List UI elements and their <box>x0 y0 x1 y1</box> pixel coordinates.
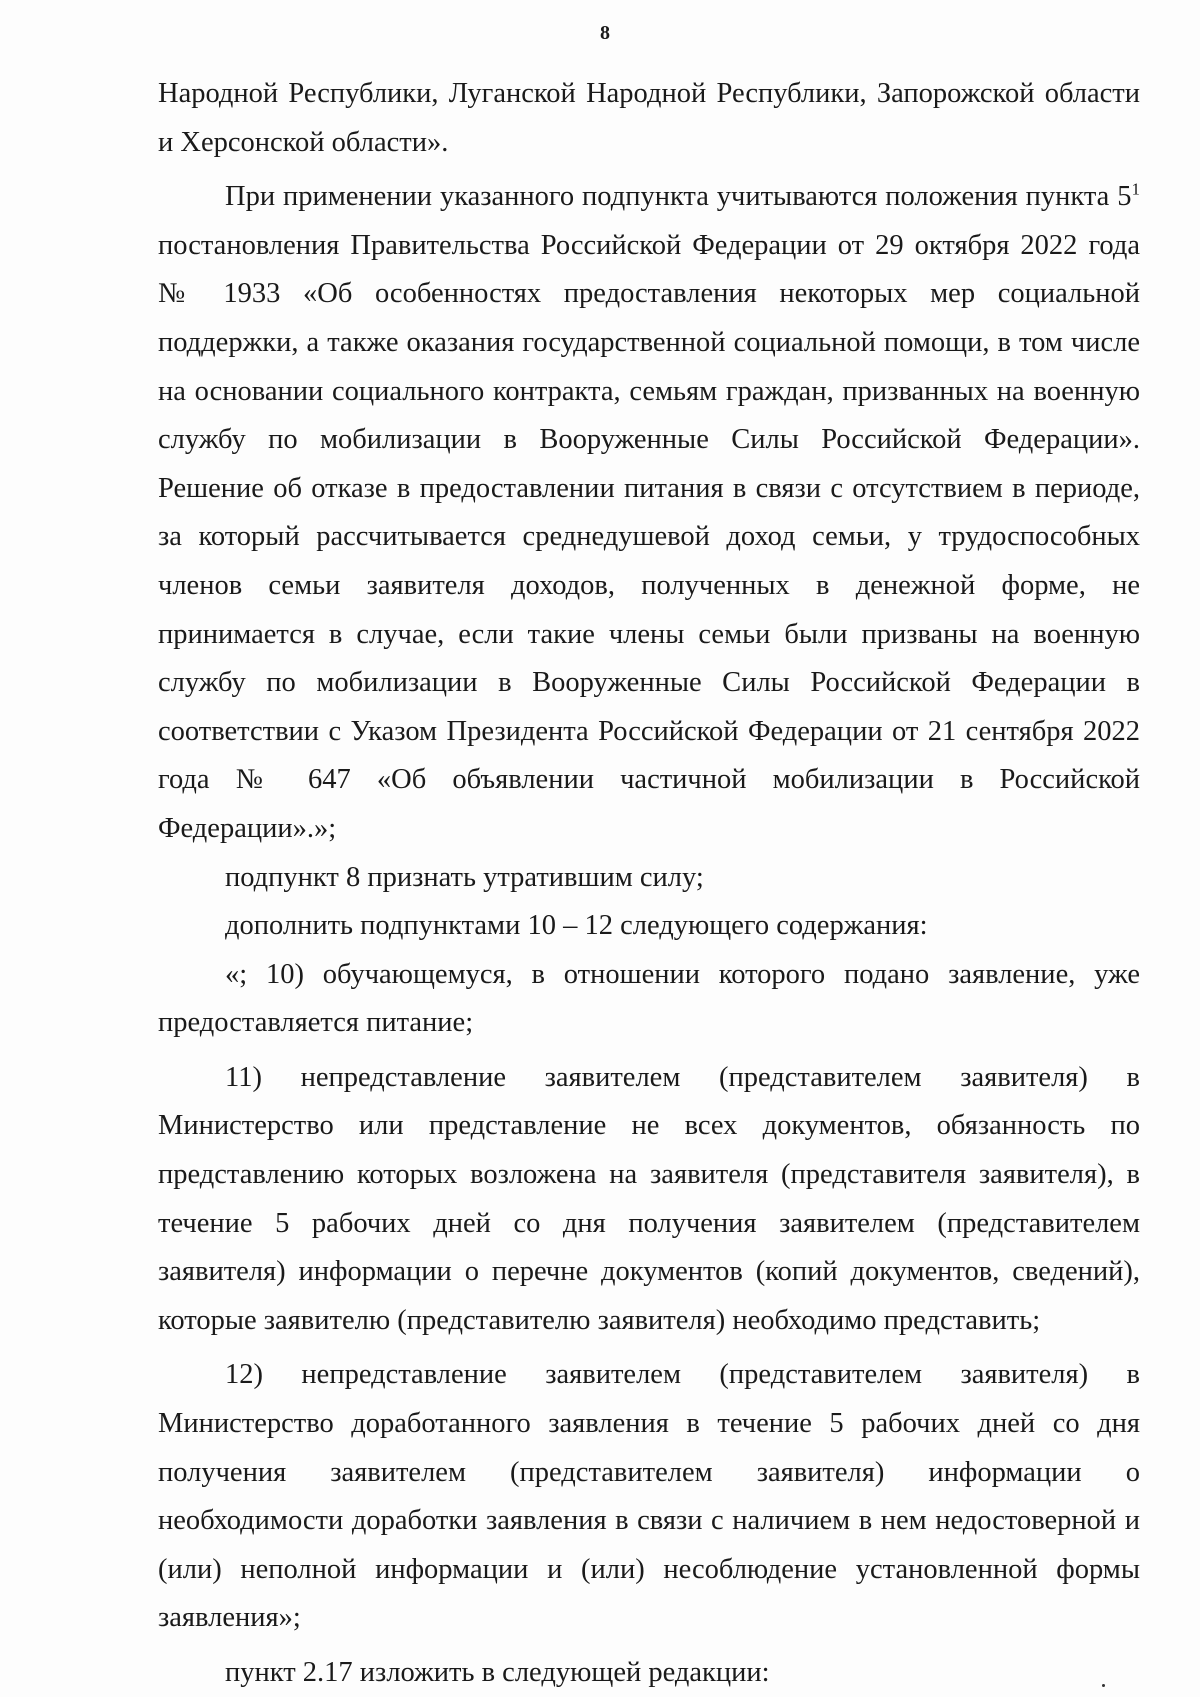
paragraph-subitem-8: подпункт 8 признать утратившим силу; <box>225 861 704 893</box>
superscript-one: 1 <box>1131 179 1140 199</box>
paragraph-continuation: Народной Республики, Луганской Народной Республики, Запорожской области и Херсонской области». <box>158 78 1140 158</box>
paragraph-application-note-text: При применении указанного подпункта учитываются положения пункта 5 <box>225 181 1132 213</box>
page-number: 8 <box>600 22 610 44</box>
paragraph-application-note <box>158 173 1140 853</box>
paragraph-subitem-11: 11) непредставление заявителем (представителем заявителя) в Министерство или представление не всех документов, обязанность по представлению которых возложена на заявителя (представителя заявителя), в течение 5 рабочих дней со дня получения заявителем (представителем заявителя) информации о перечне документов (копий документов, сведений), которые заявителю (представителю заявителя) необходимо представить; <box>158 1061 1140 1336</box>
paragraph-subitem-10: «; 10) обучающемуся, в отношении которого подано заявление, уже предоставляется питание; <box>158 958 1140 1039</box>
paragraph-add-subitems: дополнить подпунктами 10 – 12 следующего содержания: <box>225 910 928 942</box>
scan-speck <box>1102 1684 1105 1687</box>
paragraph-subitem-12: 12) непредставление заявителем (представителем заявителя) в Министерство доработанного заявления в течение 5 рабочих дней со дня получения заявителем (представителем заявителя) информации о необходимости доработки заявления в связи с наличием в нем недостоверной и (или) неполной информации и (или) несоблюдение установленной формы заявления»; <box>158 1359 1140 1634</box>
document-body <box>158 70 1140 1698</box>
paragraph-item-2-17: пункт 2.17 изложить в следующей редакции: <box>225 1657 770 1688</box>
paragraph-application-note-continued: постановления Правительства Российской Федерации от 29 октября 2022 года № 1933 «Об особенностях предоставления некоторых мер социальной поддержки, а также оказания государственной социальной помощи, в том числе на основании социального контракта, семьям граждан, призванных на военную службу по мобилизации в Вооруженные Силы Российской Федерации». Решение об отказе в предоставлении питания в связи с отсутствием в периоде, за который рассчитывается среднедушевой доход семьи, у трудоспособных членов семьи заявителя доходов, полученных в денежной форме, не принимается в случае, если такие члены семьи были призваны на военную службу по мобилизации в Вооруженные Силы Российской Федерации в соответствии с Указом Президента Российской Федерации от 21 сентября 2022 года № 647 «Об объявлении частичной мобилизации в Российской Федерации».»; <box>158 229 1140 844</box>
